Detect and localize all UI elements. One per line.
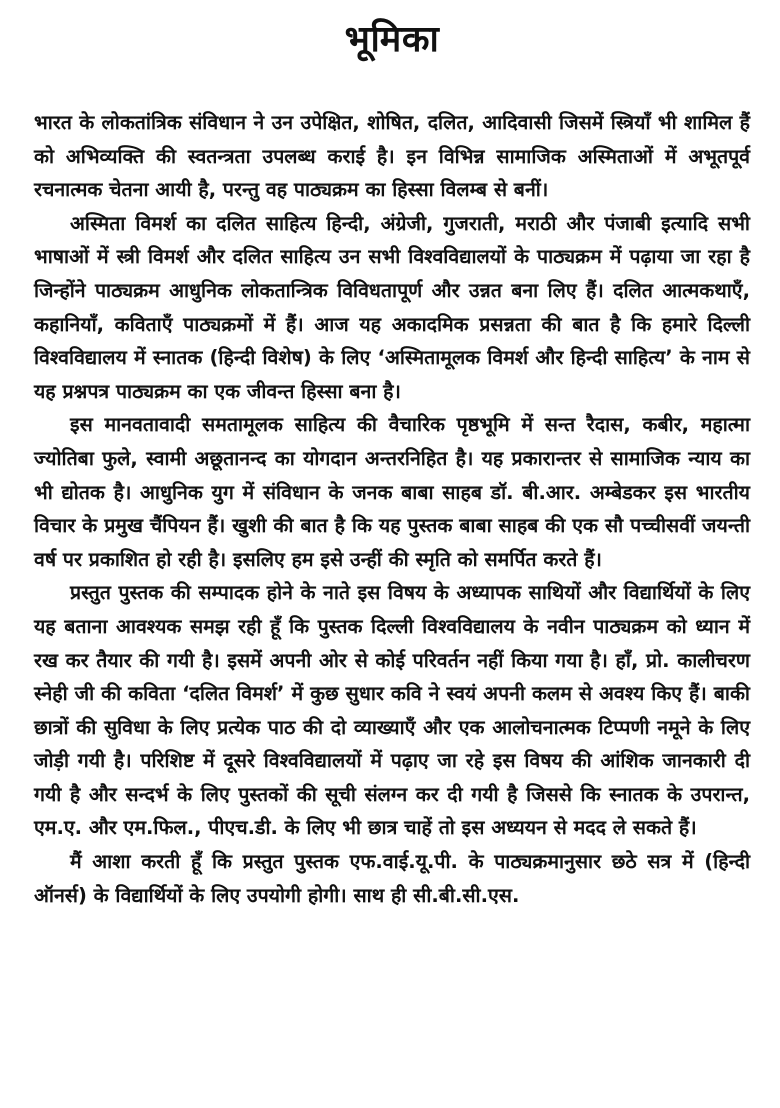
paragraph-1: भारत के लोकतांत्रिक संविधान ने उन उपेक्षित, शोषित, दलित, आदिवासी जिसमें स्त्रियाँ भी शामिल हैं को अभिव्यक्ति की स्वतन्त्रता उपलब्ध कराई है। इन विभिन्न सामाजिक अस्मिताओं में अभूतपूर्व रचनात्मक चेतना आयी है, परन्तु वह पाठ्यक्रम का हिस्सा विलम्ब से बनीं। — [34, 111, 750, 202]
paragraph-4: प्रस्तुत पुस्तक की सम्पादक होने के नाते इस विषय के अध्यापक साथियों और विद्यार्थियों के लिए यह बताना आवश्यक समझ रही हूँ कि पुस्तक दिल्ली विश्वविद्यालय के नवीन पाठ्यक्रम को ध्यान में रख कर तैयार की गयी है। इसमें अपनी ओर से कोई परिवर्तन नहीं किया गया है। हाँ, प्रो. कालीचरण स्नेही जी की कविता ‘दलित विमर्श’ में कुछ सुधार कवि ने स्वयं अपनी कलम से अवश्य किए हैं। बाकी छात्रों की सुविधा के लिए प्रत्येक पाठ की दो व्याख्याएँ और एक आलोचनात्मक टिप्पणी नमूने के लिए जोड़ी गयी है। परिशिष्ट में दूसरे विश्वविद्यालयों में पढ़ाए जा रहे इस विषय की आंशिक जानकारी दी गयी है और सन्दर्भ के लिए पुस्तकों की सूची संलग्न कर दी गयी है जिससे कि स्नातक के उपरान्त, एम.ए. और एम.फिल., पीएच.डी. के लिए भी छात्र चाहें तो इस अध्ययन से मदद ले सकते हैं। — [34, 581, 750, 840]
paragraph-3: इस मानवतावादी समतामूलक साहित्य की वैचारिक पृष्ठभूमि में सन्त रैदास, कबीर, महात्मा ज्योतिबा फुले, स्वामी अछूतानन्द का योगदान अन्तरनिहित है। यह प्रकारान्तर से सामाजिक न्याय का भी द्योतक है। आधुनिक युग में संविधान के जनक बाबा साहब डॉ. बी.आर. अम्बेडकर इस भारतीय विचार के प्रमुख चैंपियन हैं। खुशी की बात है कि यह पुस्तक बाबा साहब की एक सौ पच्चीसवीं जयन्ती वर्ष पर प्रकाशित हो रही है। इसलिए हम इसे उन्हीं की स्मृति को समर्पित करते हैं। — [34, 413, 750, 571]
paragraph-2: अस्मिता विमर्श का दलित साहित्य हिन्दी, अंग्रेजी, गुजराती, मराठी और पंजाबी इत्यादि सभी भाषाओं में स्त्री विमर्श और दलित साहित्य उन सभी विश्वविद्यालयों के पाठ्यक्रम में पढ़ाया जा रहा है जिन्होंने पाठ्यक्रम आधुनिक लोकतान्त्रिक विविधतापूर्ण और उन्नत बना लिए हैं। दलित आत्मकथाएँ, कहानियाँ, कविताएँ पाठ्यक्रमों में हैं। आज यह अकादमिक प्रसन्नता की बात है कि हमारे दिल्ली विश्वविद्यालय में स्नातक (हिन्दी विशेष) के लिए ‘अस्मितामूलक विमर्श और हिन्दी साहित्य’ के नाम से यह प्रश्नपत्र पाठ्यक्रम का एक जीवन्त हिस्सा बना है। — [34, 211, 750, 403]
paragraph-5: मैं आशा करती हूँ कि प्रस्तुत पुस्तक एफ.वाई.यू.पी. के पाठ्यक्रमानुसार छठे सत्र में (हिन्दी ऑनर्स) के विद्यार्थियों के लिए उपयोगी होगी। साथ ही सी.बी.सी.एस. — [34, 850, 750, 907]
page-title: भूमिका — [344, 19, 440, 60]
